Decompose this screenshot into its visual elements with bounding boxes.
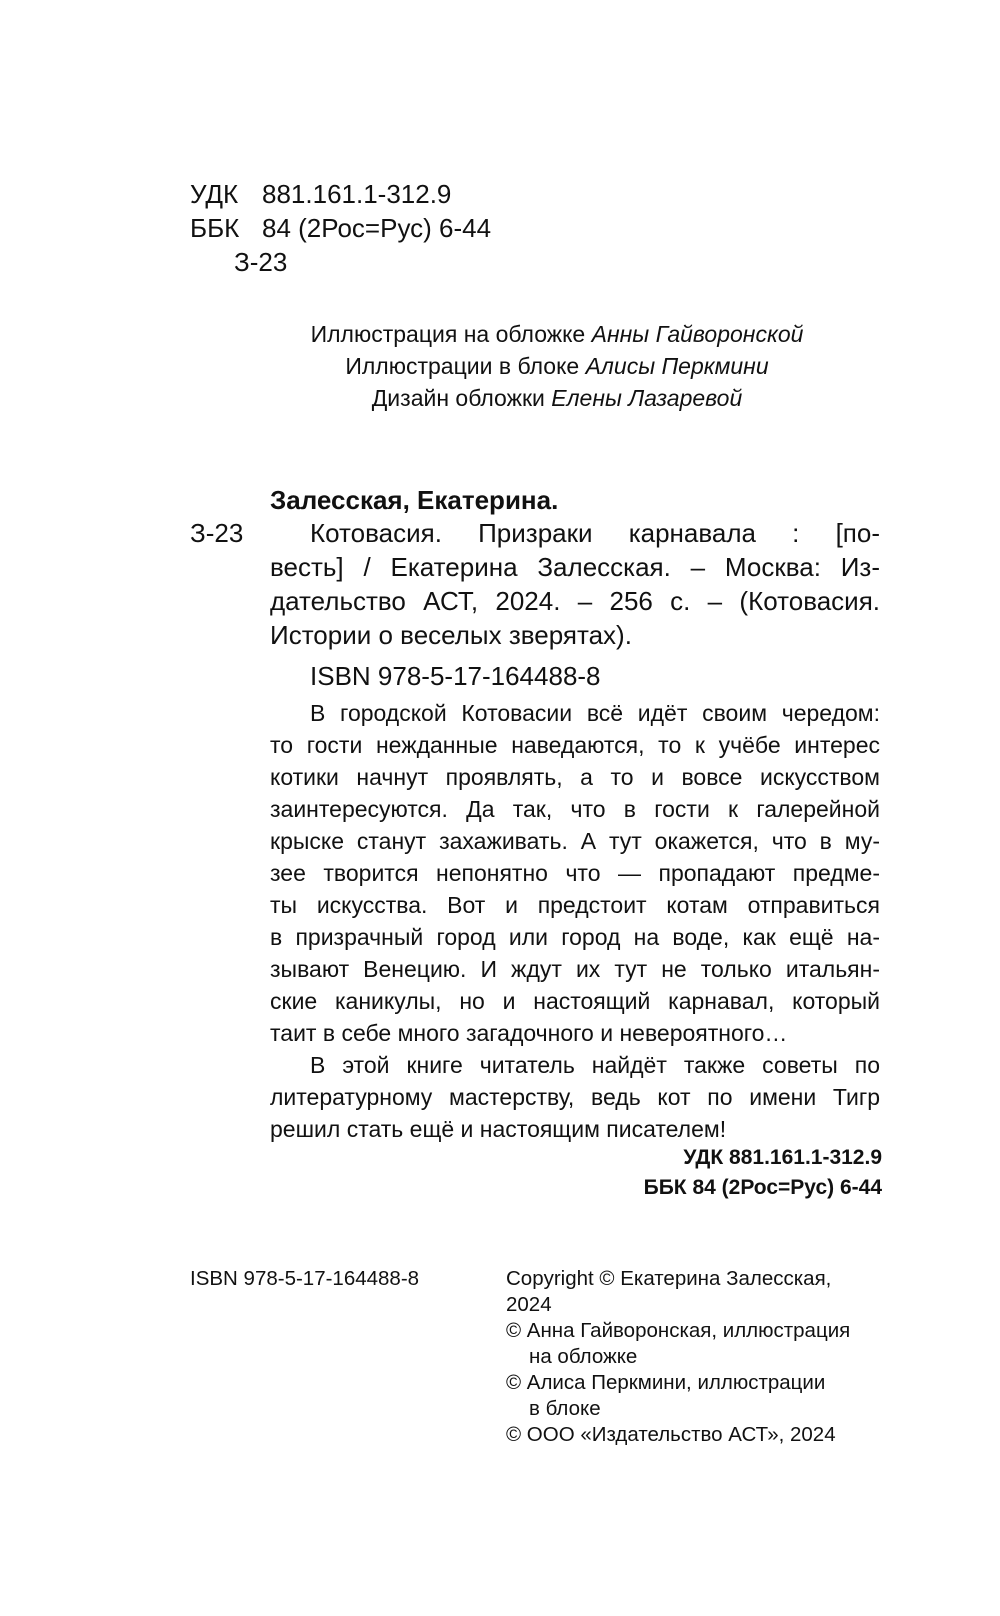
- author-heading: Залесская, Екатерина.: [270, 485, 559, 515]
- record-line-1: Котовасия. Призраки карнавала : [по-: [310, 518, 880, 548]
- footer-isbn: ISBN 978-5-17-164488-8: [190, 1267, 420, 1290]
- credit-name: Елены Лазаревой: [551, 385, 743, 411]
- annotation-line: решил стать ещё и настоящим писателем!: [270, 1116, 727, 1142]
- annotation-line: зывают Венецию. И ждут их тут не только итальян-: [270, 956, 880, 982]
- record-mark: З-23: [190, 518, 244, 548]
- record-line-3: дательство АСТ, 2024. – 256 с. – (Котовасия.: [270, 586, 880, 616]
- bbk-value: 84 (2Рос=Рус) 6-44: [262, 213, 492, 243]
- copyright-line: © ООО «Издательство АСТ», 2024: [506, 1423, 836, 1446]
- annotation-line: заинтересуются. Да так, что в гости к галерейной: [270, 796, 880, 822]
- credit-text: Иллюстрация на обложке: [310, 321, 592, 347]
- annotation-line: крыске станут захаживать. А тут окажется, что в му-: [270, 828, 880, 854]
- credit-block-illustration: [237, 350, 877, 382]
- copyright-line: 2024: [506, 1293, 552, 1316]
- udk-bold: УДК 881.161.1-312.9: [683, 1146, 882, 1169]
- annotation-line: зее творится непонятно что — пропадают предме-: [270, 860, 880, 886]
- udk-value: 881.161.1-312.9: [262, 179, 452, 209]
- credit-name: Анны Гайворонской: [591, 321, 804, 347]
- udk-label: УДК: [190, 179, 239, 209]
- credit-text: Дизайн обложки: [371, 385, 552, 411]
- annotation-line: ские каникулы, но и настоящий карнавал, который: [270, 988, 880, 1014]
- author-mark: З-23: [234, 247, 288, 277]
- annotation-line: В этой книге читатель найдёт также советы по: [310, 1052, 880, 1078]
- annotation-line: то гости нежданные наведаются, то к учёбе интерес: [270, 732, 880, 758]
- credit-cover-design: [237, 382, 877, 414]
- record-isbn: ISBN 978-5-17-164488-8: [310, 661, 601, 691]
- annotation-line: в призрачный город или город на воде, как ещё на-: [270, 924, 880, 950]
- annotation-line: литературному мастерству, ведь кот по имени Тигр: [270, 1084, 880, 1110]
- copyright-line: на обложке: [529, 1345, 638, 1368]
- bbk-line: [190, 212, 491, 244]
- record-line-4: Истории о веселых зверятах).: [270, 620, 632, 650]
- annotation-line: таит в себе много загадочного и невероятного…: [270, 1020, 788, 1046]
- bbk-bold: ББК 84 (2Рос=Рус) 6-44: [643, 1176, 882, 1199]
- record-line-2: весть] / Екатерина Залесская. – Москва: Из-: [270, 552, 880, 582]
- copyright-line: в блоке: [529, 1397, 601, 1420]
- annotation-line: котики начнут проявлять, а то и вовсе искусством: [270, 764, 880, 790]
- credit-cover-illustration: [237, 318, 877, 350]
- credit-name: Алисы Перкмини: [585, 353, 769, 379]
- annotation-line: В городской Котовасии всё идёт своим чередом:: [310, 700, 880, 726]
- copyright-line: Copyright © Екатерина Залесская,: [506, 1267, 832, 1290]
- udk-line: [190, 178, 451, 210]
- copyright-line: © Анна Гайворонская, иллюстрация: [506, 1319, 851, 1342]
- annotation-line: ты искусства. Вот и предстоит котам отправиться: [270, 892, 880, 918]
- credit-text: Иллюстрации в блоке: [345, 353, 586, 379]
- bbk-label: ББК: [190, 213, 240, 243]
- copyright-line: © Алиса Перкмини, иллюстрации: [506, 1371, 826, 1394]
